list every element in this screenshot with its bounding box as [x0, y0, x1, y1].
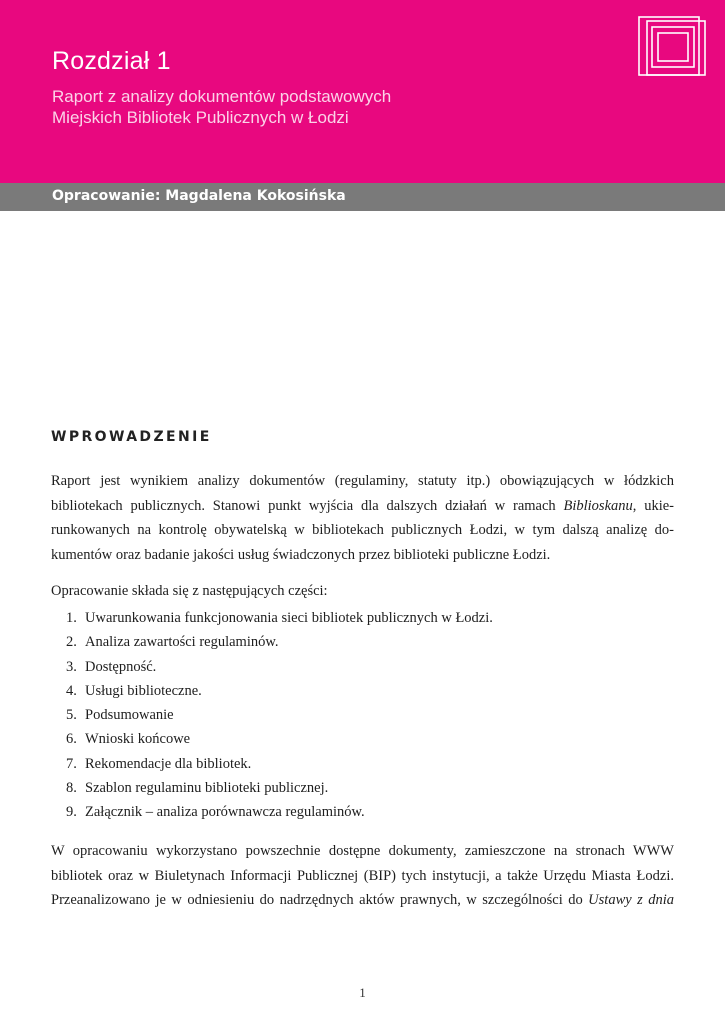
- closing-line: bibliotek oraz w Biuletynach Informacji Publicznej (BIP) tych instytucji, a także Urzędu Miasta Łodzi.: [51, 867, 674, 884]
- list-item: 4. Usługi biblioteczne.: [66, 682, 202, 699]
- parts-intro: Opracowanie składa się z następujących części:: [51, 583, 328, 599]
- closing-text: Przeanalizowano je w odniesieniu do nadrzędnych aktów prawnych, w szczególności do: [51, 892, 589, 908]
- intro-line: kumentów oraz badanie jakości usług świadczonych przez biblioteki publiczne Łodzi.: [51, 546, 551, 563]
- list-item: 9. Załącznik – analiza porównawcza regulaminów.: [66, 804, 365, 821]
- list-item: 8. Szablon regulaminu biblioteki publicznej.: [66, 780, 329, 797]
- subtitle-line: Miejskich Bibliotek Publicznych w Łodzi: [52, 108, 349, 127]
- list-item: 5. Podsumowanie: [66, 707, 174, 724]
- list-item: 1. Uwarunkowania funkcjonowania sieci bibliotek publicznych w Łodzi.: [66, 610, 493, 626]
- chapter-title: Rozdział 1: [52, 47, 171, 75]
- intro-line: runkowanych na kontrolę obywatelską w bibliotekach publicznych Łodzi, w tym dalszą analizę do-: [51, 522, 674, 538]
- author-credit: Opracowanie: Magdalena Kokosińska: [52, 188, 346, 204]
- list-item: 2. Analiza zawartości regulaminów.: [66, 634, 279, 651]
- list-item: 3. Dostępność.: [66, 658, 157, 675]
- intro-text: bibliotekach publicznych. Stanowi punkt wyjścia dla dalszych działań w ramach: [51, 497, 564, 514]
- list-item: 7. Rekomendacje dla bibliotek.: [66, 755, 252, 772]
- nested-squares-logo-icon: [638, 16, 710, 78]
- closing-paragraph: [51, 839, 674, 913]
- parts-list: [66, 606, 493, 825]
- intro-text: , ukie-: [632, 497, 674, 514]
- subtitle-line: Raport z analizy dokumentów podstawowych: [52, 87, 392, 106]
- page-number: 1: [359, 985, 366, 1000]
- chapter-subtitle: [52, 86, 572, 128]
- intro-line: [51, 494, 674, 519]
- biblioskan-term: Biblioskanu: [563, 497, 633, 514]
- closing-line: [51, 888, 674, 913]
- section-heading: WPROWADZENIE: [51, 429, 212, 445]
- closing-line: W opracowaniu wykorzystano powszechnie dostępne dokumenty, zamieszczone na stronach WWW: [51, 843, 674, 859]
- intro-line: Raport jest wynikiem analizy dokumentów (regulaminy, statuty itp.) obowiązujących w łódzkich: [51, 473, 674, 489]
- intro-paragraph: [51, 469, 674, 567]
- list-item: 6. Wnioski końcowe: [66, 731, 191, 748]
- ustawa-term: Ustawy z dnia: [588, 892, 675, 908]
